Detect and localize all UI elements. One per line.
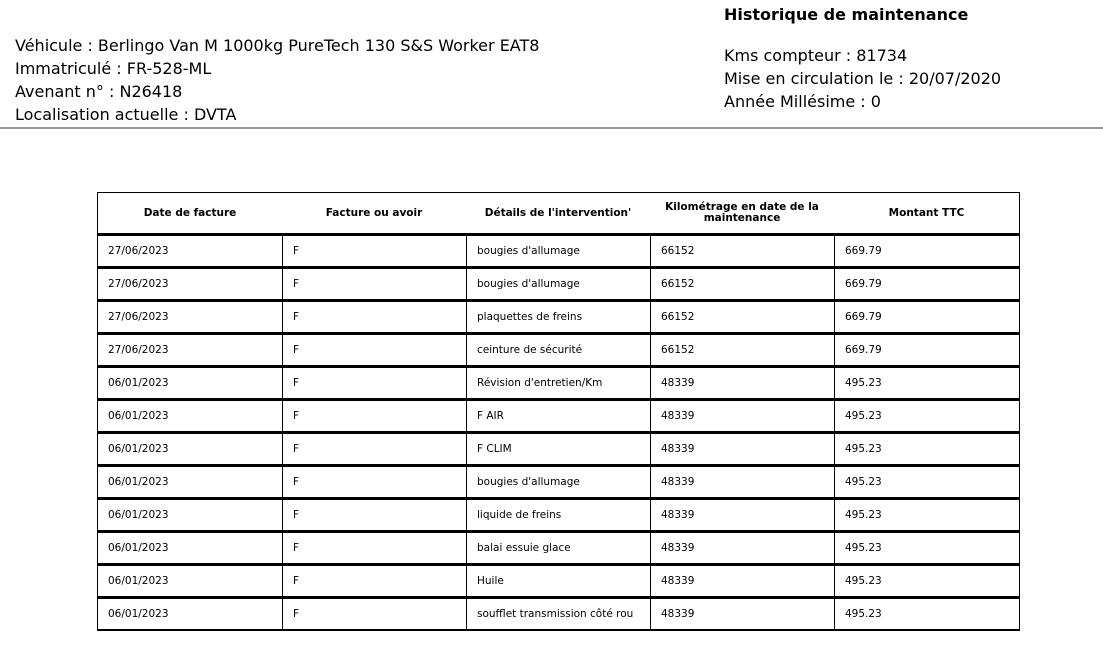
header-divider xyxy=(0,127,1103,129)
cell-details: F CLIM xyxy=(466,432,650,465)
cell-amount: 495.23 xyxy=(834,366,1019,399)
table-row xyxy=(98,531,1019,564)
cell-type: F xyxy=(282,564,466,597)
cell-date: 27/06/2023 xyxy=(98,234,282,267)
cell-date: 06/01/2023 xyxy=(98,366,282,399)
maintenance-table-container xyxy=(97,192,1018,631)
registration-date: Mise en circulation le : 20/07/2020 xyxy=(724,69,1002,88)
table-body xyxy=(98,234,1019,630)
cell-amount: 495.23 xyxy=(834,465,1019,498)
cell-mileage: 66152 xyxy=(650,333,834,366)
cell-date: 06/01/2023 xyxy=(98,564,282,597)
cell-type: F xyxy=(282,366,466,399)
cell-amount: 495.23 xyxy=(834,399,1019,432)
cell-mileage: 66152 xyxy=(650,234,834,267)
table-row xyxy=(98,498,1019,531)
col-details-header: Détails de l'intervention' xyxy=(466,193,650,234)
table-row xyxy=(98,399,1019,432)
cell-mileage: 66152 xyxy=(650,300,834,333)
cell-amount: 495.23 xyxy=(834,564,1019,597)
cell-mileage: 48339 xyxy=(650,531,834,564)
vehicle-registration: Immatriculé : FR-528-ML xyxy=(15,59,212,78)
model-year: Année Millésime : 0 xyxy=(724,92,881,111)
vehicle-model: Véhicule : Berlingo Van M 1000kg PureTech 130 S&S Worker EAT8 xyxy=(15,36,540,55)
cell-amount: 669.79 xyxy=(834,234,1019,267)
cell-type: F xyxy=(282,597,466,630)
cell-type: F xyxy=(282,498,466,531)
vehicle-amendment: Avenant n° : N26418 xyxy=(15,82,183,101)
cell-type: F xyxy=(282,432,466,465)
cell-type: F xyxy=(282,267,466,300)
cell-details: bougies d'allumage xyxy=(466,267,650,300)
cell-type: F xyxy=(282,333,466,366)
vehicle-info xyxy=(15,34,539,126)
cell-type: F xyxy=(282,399,466,432)
cell-date: 27/06/2023 xyxy=(98,267,282,300)
table-row xyxy=(98,432,1019,465)
cell-details: liquide de freins xyxy=(466,498,650,531)
odometer-reading: Kms compteur : 81734 xyxy=(724,46,908,65)
cell-mileage: 66152 xyxy=(650,267,834,300)
cell-date: 27/06/2023 xyxy=(98,333,282,366)
maintenance-table xyxy=(97,192,1020,631)
cell-amount: 669.79 xyxy=(834,300,1019,333)
cell-amount: 669.79 xyxy=(834,333,1019,366)
cell-mileage: 48339 xyxy=(650,399,834,432)
table-row xyxy=(98,465,1019,498)
cell-date: 06/01/2023 xyxy=(98,432,282,465)
cell-mileage: 48339 xyxy=(650,498,834,531)
cell-date: 06/01/2023 xyxy=(98,531,282,564)
col-mileage-header: Kilométrage en date de la maintenance xyxy=(650,193,834,234)
cell-details: Révision d'entretien/Km xyxy=(466,366,650,399)
cell-amount: 495.23 xyxy=(834,531,1019,564)
page-title: Historique de maintenance xyxy=(724,5,969,24)
table-row xyxy=(98,564,1019,597)
table-row xyxy=(98,300,1019,333)
cell-date: 06/01/2023 xyxy=(98,399,282,432)
cell-date: 06/01/2023 xyxy=(98,498,282,531)
table-row xyxy=(98,234,1019,267)
table-row xyxy=(98,333,1019,366)
cell-details: bougies d'allumage xyxy=(466,234,650,267)
table-row xyxy=(98,597,1019,630)
col-date-header: Date de facture xyxy=(98,193,282,234)
cell-details: plaquettes de freins xyxy=(466,300,650,333)
cell-type: F xyxy=(282,300,466,333)
cell-amount: 495.23 xyxy=(834,498,1019,531)
cell-mileage: 48339 xyxy=(650,366,834,399)
col-type-header: Facture ou avoir xyxy=(282,193,466,234)
maintenance-summary xyxy=(724,4,1001,113)
cell-details: ceinture de sécurité xyxy=(466,333,650,366)
cell-details: F AIR xyxy=(466,399,650,432)
cell-details: bougies d'allumage xyxy=(466,465,650,498)
cell-type: F xyxy=(282,465,466,498)
cell-type: F xyxy=(282,234,466,267)
cell-mileage: 48339 xyxy=(650,465,834,498)
cell-amount: 495.23 xyxy=(834,597,1019,630)
cell-details: balai essuie glace xyxy=(466,531,650,564)
vehicle-location: Localisation actuelle : DVTA xyxy=(15,105,237,124)
cell-date: 06/01/2023 xyxy=(98,465,282,498)
table-row xyxy=(98,267,1019,300)
cell-type: F xyxy=(282,531,466,564)
cell-date: 06/01/2023 xyxy=(98,597,282,630)
cell-date: 27/06/2023 xyxy=(98,300,282,333)
table-header-row xyxy=(98,193,1019,234)
cell-mileage: 48339 xyxy=(650,564,834,597)
table-row xyxy=(98,366,1019,399)
cell-amount: 495.23 xyxy=(834,432,1019,465)
col-amount-header: Montant TTC xyxy=(834,193,1019,234)
cell-mileage: 48339 xyxy=(650,432,834,465)
cell-mileage: 48339 xyxy=(650,597,834,630)
cell-amount: 669.79 xyxy=(834,267,1019,300)
cell-details: soufflet transmission côté rou xyxy=(466,597,650,630)
cell-details: Huile xyxy=(466,564,650,597)
